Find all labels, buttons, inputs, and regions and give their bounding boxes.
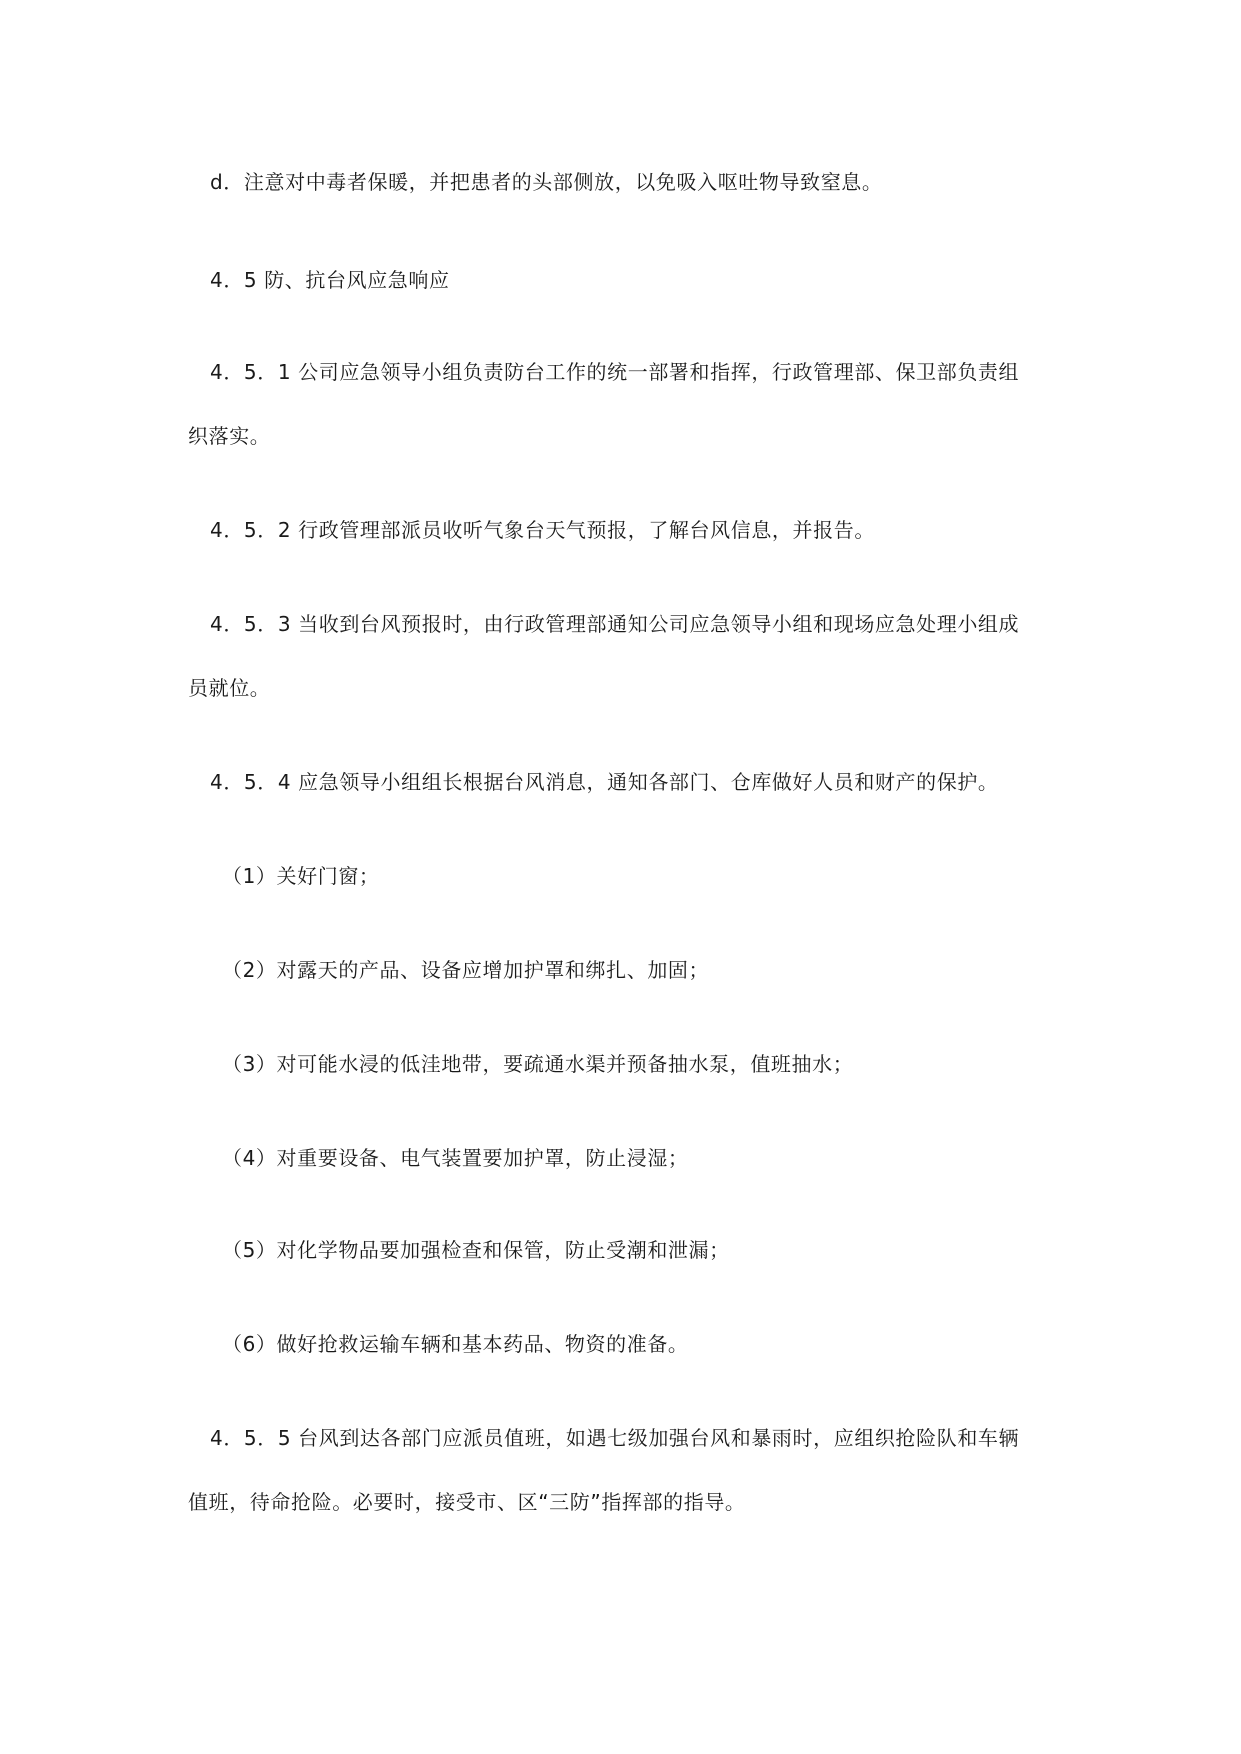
paragraph-4-5-2: 4．5．2 行政管理部派员收听气象台天气预报，了解台风信息，并报告。 xyxy=(210,518,875,542)
paragraph-4-5-4: 4．5．4 应急领导小组组长根据台风消息，通知各部门、仓库做好人员和财产的保护。 xyxy=(210,770,999,794)
list-item-3: （3）对可能水浸的低洼地带，要疏通水渠并预备抽水泵，值班抽水； xyxy=(222,1052,854,1076)
paragraph-4-5-5-line-2: 值班，待命抢险。必要时，接受市、区“三防”指挥部的指导。 xyxy=(188,1490,746,1514)
paragraph-4-5-1-line-1: 4．5．1 公司应急领导小组负责防台工作的统一部署和指挥，行政管理部、保卫部负责组 xyxy=(210,360,1020,384)
list-item-6: （6）做好抢救运输车辆和基本药品、物资的准备。 xyxy=(222,1332,689,1356)
paragraph-4-5-3-line-1: 4．5．3 当收到台风预报时，由行政管理部通知公司应急领导小组和现场应急处理小组成 xyxy=(210,612,1020,636)
paragraph-4-5-3-line-2: 员就位。 xyxy=(188,676,271,700)
list-item-1: （1）关好门窗； xyxy=(222,864,380,888)
list-item-5: （5）对化学物品要加强检查和保管，防止受潮和泄漏； xyxy=(222,1238,730,1262)
list-item-2: （2）对露天的产品、设备应增加护罩和绑扎、加固； xyxy=(222,958,710,982)
paragraph-4-5-1-line-2: 织落实。 xyxy=(188,424,271,448)
paragraph-d-first-aid: d．注意对中毒者保暖，并把患者的头部侧放，以免吸入呕吐物导致窒息。 xyxy=(210,170,883,194)
section-heading-4-5: 4．5 防、抗台风应急响应 xyxy=(210,268,450,292)
list-item-4: （4）对重要设备、电气装置要加护罩，防止浸湿； xyxy=(222,1146,689,1170)
paragraph-4-5-5-line-1: 4．5．5 台风到达各部门应派员值班，如遇七级加强台风和暴雨时，应组织抢险队和车辆 xyxy=(210,1426,1020,1450)
